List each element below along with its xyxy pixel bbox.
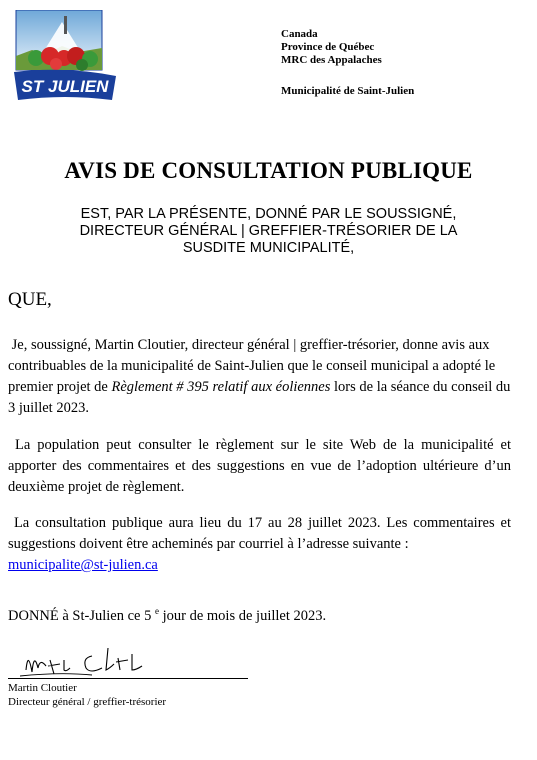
paragraph-consult xyxy=(8,435,511,498)
st-julien-logo xyxy=(12,10,118,102)
paragraph-text: lors de la séance du conseil du 3 juillet 2023. xyxy=(8,379,511,416)
header-country: Canada xyxy=(281,28,318,40)
paragraph-text: La population peut consulter le règlement sur le site Web de la municipalité et apporter des commentaires et des suggestions en vue de l’adoption ultérieure d’un deuxième projet de règlement. xyxy=(8,437,511,495)
que-heading: QUE, xyxy=(8,289,52,310)
handwritten-signature xyxy=(20,642,165,682)
paragraph-notice xyxy=(8,335,511,419)
paragraph-text: La consultation publique aura lieu du 17 au 28 juillet 2023. Les commentaires et suggestions doivent être acheminés par courriel à l’adresse suivante : xyxy=(8,515,511,552)
svg-text:ST JULIEN: ST JULIEN xyxy=(21,77,109,96)
given-text: jour de mois de juillet 2023. xyxy=(158,608,327,624)
header-province: Province de Québec xyxy=(281,41,375,53)
signature-line xyxy=(8,678,248,679)
signatory-title: Directeur général / greffier-trésorier xyxy=(8,696,167,708)
paragraph-text: Je, soussigné, Martin Cloutier, directeur général | greffier-trésorier, donne avis aux contribuables de la municipalité de Saint-Julien que le conseil municipal a adopté le premier projet de xyxy=(8,337,496,395)
notice-subtitle xyxy=(20,206,517,257)
given-statement xyxy=(8,608,326,625)
subtitle-line: SUSDITE MUNICIPALITÉ, xyxy=(182,240,355,256)
ordinal-suffix: e xyxy=(154,606,159,617)
signatory-name: Martin Cloutier xyxy=(8,682,77,694)
notice-title: AVIS DE CONSULTATION PUBLIQUE xyxy=(64,158,473,183)
header-municipality: Municipalité de Saint-Julien xyxy=(281,85,415,97)
email-link[interactable]: municipalite@st-julien.ca xyxy=(8,557,158,573)
given-text: DONNÉ à St-Julien ce 5 xyxy=(8,608,155,624)
subtitle-line: EST, PAR LA PRÉSENTE, DONNÉ PAR LE SOUSSIGNÉ, xyxy=(80,206,457,222)
paragraph-dates xyxy=(8,513,511,576)
header-mrc: MRC des Appalaches xyxy=(281,54,382,66)
bylaw-title: Règlement # 395 relatif aux éoliennes xyxy=(111,379,331,395)
subtitle-line: DIRECTEUR GÉNÉRAL | GREFFIER-TRÉSORIER DE LA xyxy=(79,223,458,239)
